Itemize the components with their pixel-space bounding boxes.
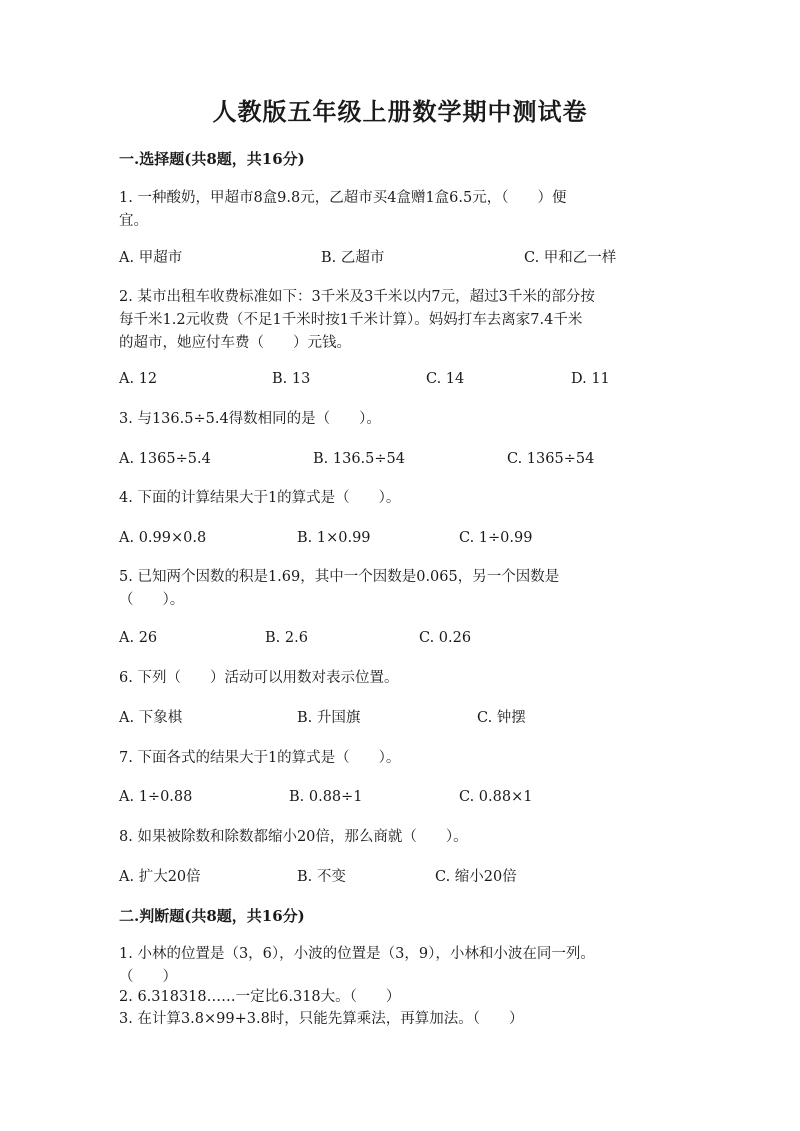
option-b: B. 136.5÷54 <box>313 451 405 467</box>
option-b: B. 2.6 <box>265 630 308 646</box>
judgement-3 <box>119 1008 679 1031</box>
question-text-line: 1. 小林的位置是（3，6），小波的位置是（3，9），小林和小波在同一列。 <box>119 946 595 962</box>
question-4 <box>119 487 679 510</box>
options-row <box>119 368 719 390</box>
question-text-line: 7. 下面各式的结果大于1的算式是（ ）。 <box>119 750 401 766</box>
option-c: C. 14 <box>426 371 465 387</box>
option-b: B. 不变 <box>297 869 346 885</box>
option-b: B. 升国旗 <box>297 710 361 726</box>
question-text-line: 2. 6.318318……一定比6.318大。（ ） <box>119 989 401 1005</box>
option-a: A. 1365÷5.4 <box>119 451 211 467</box>
option-d: D. 11 <box>571 371 610 387</box>
section-heading-choice: 一.选择题(共8题，共16分) <box>119 150 305 168</box>
option-c: C. 0.26 <box>419 630 472 646</box>
page-title: 人教版五年级上册数学期中测试卷 <box>212 97 588 126</box>
option-a: A. 26 <box>119 630 158 646</box>
question-text-line: 每千米1.2元收费（不足1千米时按1千米计算）。妈妈打车去离家7.4千米 <box>119 312 583 328</box>
option-b: B. 1×0.99 <box>297 530 371 546</box>
option-c: C. 1365÷54 <box>507 451 595 467</box>
option-a: A. 12 <box>119 371 158 387</box>
question-3 <box>119 408 679 431</box>
option-b: B. 乙超市 <box>321 250 385 266</box>
options-row <box>119 866 719 888</box>
question-text-line: 的超市，她应付车费（ ）元钱。 <box>119 335 351 351</box>
option-a: A. 扩大20倍 <box>119 869 201 885</box>
options-row <box>119 627 719 649</box>
question-text-line: 6. 下列（ ）活动可以用数对表示位置。 <box>119 670 399 686</box>
question-text-line: 4. 下面的计算结果大于1的算式是（ ）。 <box>119 490 401 506</box>
question-text-line: （ ） <box>119 969 177 985</box>
option-c: C. 0.88×1 <box>459 789 533 805</box>
option-c: C. 甲和乙一样 <box>524 250 617 266</box>
options-row <box>119 448 719 470</box>
option-a: A. 1÷0.88 <box>119 789 193 805</box>
question-text-line: 3. 在计算3.8×99+3.8时，只能先算乘法，再算加法。（ ） <box>119 1011 524 1027</box>
options-row <box>119 247 719 269</box>
option-c: C. 缩小20倍 <box>435 869 517 885</box>
question-text-line: 5. 已知两个因数的积是1.69，其中一个因数是0.065，另一个因数是 <box>119 569 560 585</box>
option-b: B. 13 <box>272 371 311 387</box>
options-row <box>119 527 719 549</box>
question-5 <box>119 566 679 612</box>
option-a: A. 甲超市 <box>119 250 183 266</box>
option-c: C. 钟摆 <box>477 710 526 726</box>
question-text-line: 宜。 <box>119 213 148 229</box>
question-8 <box>119 826 679 849</box>
judgement-1 <box>119 943 699 989</box>
question-1 <box>119 187 679 233</box>
question-7 <box>119 747 679 770</box>
judgement-2 <box>119 986 679 1009</box>
question-2 <box>119 286 679 355</box>
question-text-line: 8. 如果被除数和除数都缩小20倍，那么商就（ ）。 <box>119 829 468 845</box>
section-heading-judgement: 二.判断题(共8题，共16分) <box>119 907 305 925</box>
options-row <box>119 786 719 808</box>
question-text-line: 1. 一种酸奶，甲超市8盒9.8元，乙超市买4盒赠1盒6.5元，（ ）便 <box>119 190 567 206</box>
option-a: A. 下象棋 <box>119 710 183 726</box>
question-text-line: 2. 某市出租车收费标准如下：3千米及3千米以内7元，超过3千米的部分按 <box>119 289 595 305</box>
option-c: C. 1÷0.99 <box>459 530 533 546</box>
option-b: B. 0.88÷1 <box>289 789 363 805</box>
question-text-line: 3. 与136.5÷5.4得数相同的是（ ）。 <box>119 411 381 427</box>
question-6 <box>119 667 679 690</box>
option-a: A. 0.99×0.8 <box>119 530 207 546</box>
options-row <box>119 707 719 729</box>
question-text-line: （ ）。 <box>119 592 185 608</box>
